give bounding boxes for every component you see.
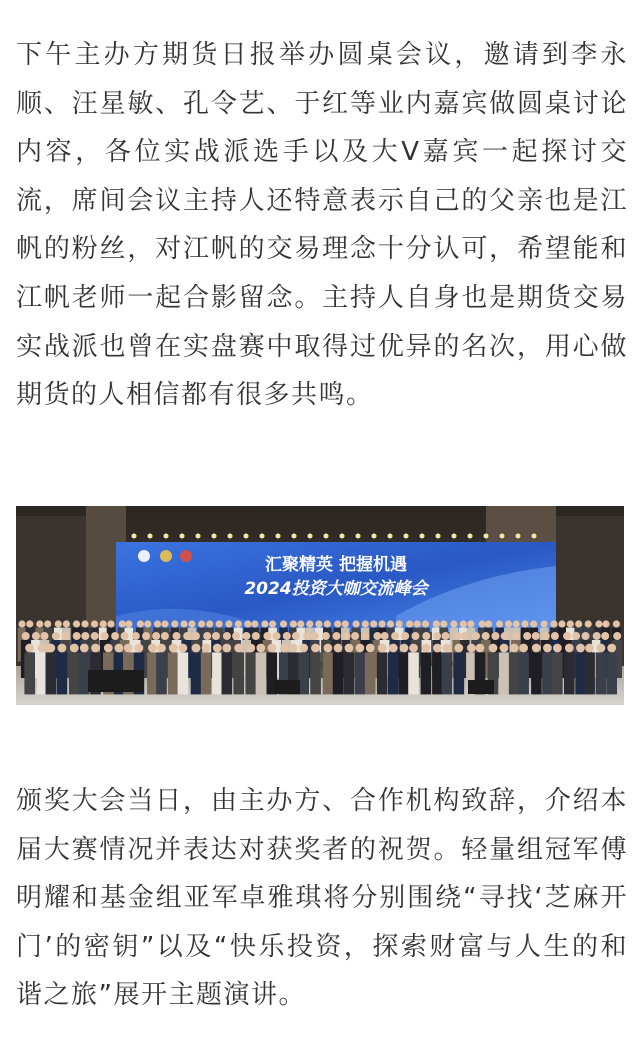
attendee-head: [442, 632, 450, 640]
attendee-head: [192, 632, 200, 640]
attendee-figure: [46, 652, 57, 694]
attendee-head: [55, 620, 62, 627]
attendee-head: [91, 620, 98, 627]
attendee-head: [489, 644, 498, 653]
attendee-figure: [399, 652, 410, 694]
attendee-head: [356, 644, 365, 653]
attendee-head: [202, 644, 211, 653]
attendee-head: [70, 644, 79, 653]
attendee-head: [582, 632, 590, 640]
attendee-head: [73, 632, 81, 640]
attendee-head: [81, 632, 89, 640]
attendee-head: [41, 632, 49, 640]
attendee-head: [173, 632, 181, 640]
attendee-figure: [323, 652, 334, 694]
attendee-head: [297, 620, 304, 627]
attendee-head: [541, 620, 548, 627]
attendee-head: [280, 644, 289, 653]
attendee-figure: [310, 652, 321, 694]
attendee-head: [613, 620, 620, 627]
attendee-figure: [57, 652, 68, 694]
attendee-head: [521, 620, 528, 627]
attendee-head: [144, 620, 151, 627]
attendee-head: [378, 644, 387, 653]
attendee-head: [593, 632, 601, 640]
attendee-head: [513, 620, 520, 627]
attendee-head: [252, 632, 260, 640]
attendee-head: [442, 644, 451, 653]
attendee-head: [542, 632, 550, 640]
attendee-head: [501, 632, 509, 640]
attendee-head: [36, 620, 43, 627]
attendee-head: [46, 644, 55, 653]
attendee-head: [572, 632, 580, 640]
attendee-figure: [542, 652, 553, 694]
attendee-head: [273, 632, 281, 640]
attendee-head: [551, 632, 559, 640]
attendee-head: [135, 644, 144, 653]
attendee-figure: [377, 652, 388, 694]
attendee-head: [242, 632, 250, 640]
attendee-head: [433, 632, 441, 640]
attendee-head: [25, 644, 34, 653]
attendee-head: [523, 632, 531, 640]
attendee-head: [213, 644, 222, 653]
attendee-head: [454, 644, 463, 653]
attendee-head: [269, 620, 276, 627]
attendee-head: [192, 644, 201, 653]
attendee-figure: [333, 652, 344, 694]
attendee-head: [119, 620, 126, 627]
attendee-head: [183, 632, 191, 640]
attendee-figure: [499, 652, 510, 694]
attendee-figure: [212, 652, 223, 694]
attendee-head: [361, 632, 369, 640]
attendee-head: [280, 620, 287, 627]
attendee-head: [607, 644, 616, 653]
attendee-figure: [421, 652, 432, 694]
attendee-head: [267, 644, 276, 653]
stage-monitor-left: [88, 670, 144, 692]
attendee-head: [101, 632, 109, 640]
attendee-head: [324, 644, 333, 653]
attendee-figure: [518, 652, 529, 694]
attendee-head: [422, 644, 431, 653]
attendee-head: [492, 632, 500, 640]
attendee-head: [334, 620, 341, 627]
attendee-head: [80, 644, 89, 653]
attendee-head: [52, 632, 60, 640]
attendee-head: [460, 620, 467, 627]
anniversary-logo-icon: [160, 550, 172, 562]
attendee-head: [44, 620, 51, 627]
attendee-head: [246, 644, 255, 653]
attendee-head: [482, 632, 490, 640]
attendee-head: [553, 644, 562, 653]
attendee-head: [107, 620, 114, 627]
attendee-head: [261, 620, 268, 627]
attendee-figure: [69, 652, 80, 694]
attendee-head: [563, 632, 571, 640]
attendee-head: [234, 644, 243, 653]
attendee-head: [387, 620, 394, 627]
attendee-head: [22, 632, 30, 640]
attendee-head: [585, 620, 592, 627]
attendee-head: [400, 644, 409, 653]
attendee-head: [505, 620, 512, 627]
attendee-head: [333, 632, 341, 640]
attendee-head: [530, 620, 537, 627]
attendee-head: [381, 632, 389, 640]
attendee-figure: [365, 652, 376, 694]
attendee-head: [550, 620, 557, 627]
attendee-head: [315, 620, 322, 627]
attendee-head: [467, 620, 474, 627]
attendee-head: [343, 632, 351, 640]
attendee-head: [476, 644, 485, 653]
attendee-head: [142, 632, 150, 640]
attendee-head: [396, 620, 403, 627]
attendee-head: [58, 644, 67, 653]
attendee-head: [223, 632, 231, 640]
attendee-figure: [355, 652, 366, 694]
attendee-head: [100, 620, 107, 627]
attendee-head: [206, 620, 213, 627]
attendee-head: [81, 620, 88, 627]
stage-monitor-center: [274, 680, 300, 694]
attendee-figure: [147, 652, 158, 694]
article-paragraph-2: 颁奖大会当日，由主办方、合作机构致辞，介绍本届大赛情况并表达对获奖者的祝贺。轻量组冠军傅明耀和基金组亚军卓雅琪将分别围绕“寻找‘芝麻开门’的密钥”以及“快乐投资，探索财富与人生的和谐之旅”展开主题演讲。: [16, 786, 628, 1011]
attendee-head: [256, 644, 265, 653]
attendee-figure: [201, 652, 212, 694]
attendee-head: [532, 644, 541, 653]
attendee-head: [132, 632, 140, 640]
attendee-figure: [178, 652, 189, 694]
attendee-head: [73, 620, 80, 627]
attendee-head: [433, 620, 440, 627]
attendee-head: [519, 644, 528, 653]
attendee-figure: [564, 652, 575, 694]
attendee-head: [161, 620, 168, 627]
attendee-figure: [388, 652, 399, 694]
attendee-head: [576, 644, 585, 653]
attendee-head: [235, 620, 242, 627]
attendee-figure: [454, 652, 465, 694]
attendee-head: [406, 620, 413, 627]
attendee-figure: [509, 652, 520, 694]
attendee-head: [232, 632, 240, 640]
attendee-head: [62, 632, 70, 640]
attendee-head: [543, 644, 552, 653]
attendee-head: [212, 632, 220, 640]
attendee-head: [38, 644, 47, 653]
attendee-head: [467, 644, 476, 653]
attendee-head: [292, 632, 300, 640]
attendee-head: [362, 620, 369, 627]
attendee-head: [179, 644, 188, 653]
attendee-head: [322, 632, 330, 640]
attendee-head: [558, 620, 565, 627]
attendee-head: [198, 620, 205, 627]
attendee-head: [479, 620, 486, 627]
attendee-head: [512, 632, 520, 640]
attendee-head: [595, 620, 602, 627]
attendee-head: [411, 632, 419, 640]
attendee-head: [225, 620, 232, 627]
attendee-figure: [256, 652, 267, 694]
attendee-head: [453, 632, 461, 640]
attendee-head: [125, 620, 132, 627]
attendee-figure: [222, 652, 233, 694]
group-photo: [16, 506, 624, 705]
attendee-figure: [246, 652, 257, 694]
attendee-figure: [531, 652, 542, 694]
attendee-figure: [584, 652, 595, 694]
attendee-head: [496, 620, 503, 627]
attendee-head: [111, 632, 119, 640]
attendee-head: [161, 632, 169, 640]
attendee-head: [485, 620, 492, 627]
attendee-head: [171, 620, 178, 627]
attendee-head: [306, 620, 313, 627]
attendee-head: [157, 644, 166, 653]
attendee-head: [440, 620, 447, 627]
attendee-head: [391, 632, 399, 640]
attendee-head: [353, 620, 360, 627]
attendee-figure: [432, 652, 443, 694]
attendee-figure: [596, 652, 607, 694]
attendee-head: [283, 632, 291, 640]
attendee-figure: [408, 652, 419, 694]
attendee-head: [450, 620, 457, 627]
attendee-figure: [344, 652, 355, 694]
attendee-head: [461, 632, 469, 640]
attendee-figure: [552, 652, 563, 694]
attendee-head: [565, 644, 574, 653]
attendee-head: [324, 620, 331, 627]
attendee-head: [311, 632, 319, 640]
attendee-head: [311, 644, 320, 653]
attendee-head: [115, 644, 124, 653]
attendee-head: [303, 632, 311, 640]
attendee-figure: [168, 652, 179, 694]
attendee-head: [299, 644, 308, 653]
attendee-head: [409, 644, 418, 653]
attendee-figure: [24, 652, 35, 694]
attendee-head: [216, 620, 223, 627]
attendee-figure: [442, 652, 453, 694]
attendee-head: [433, 644, 442, 653]
attendee-head: [345, 644, 354, 653]
attendee-head: [597, 644, 606, 653]
attendee-head: [334, 644, 343, 653]
attendee-figure: [233, 652, 244, 694]
attendee-head: [121, 632, 129, 640]
attendee-head: [389, 644, 398, 653]
stage-monitor-right: [468, 680, 494, 694]
attendee-head: [169, 644, 178, 653]
attendee-head: [18, 620, 25, 627]
attendee-head: [290, 620, 297, 627]
attendee-head: [32, 632, 40, 640]
attendee-head: [613, 632, 621, 640]
attendee-figure: [606, 652, 617, 694]
attendee-head: [532, 632, 540, 640]
attendee-head: [188, 620, 195, 627]
attendee-head: [137, 620, 144, 627]
attendee-head: [414, 620, 421, 627]
attendee-head: [91, 632, 99, 640]
attendee-head: [422, 632, 430, 640]
attendee-head: [510, 644, 519, 653]
attendee-head: [63, 620, 70, 627]
banner-event-title: 2024投资大咖交流峰会: [244, 579, 428, 599]
attendee-head: [601, 632, 609, 640]
attendee-head: [370, 620, 377, 627]
attendee-head: [222, 644, 231, 653]
attendee-head: [585, 644, 594, 653]
attendee-head: [181, 620, 188, 627]
attendee-head: [26, 620, 33, 627]
attendee-head: [289, 644, 298, 653]
attendee-head: [203, 632, 211, 640]
attendee-head: [251, 620, 258, 627]
attendee-head: [244, 620, 251, 627]
banner-slogan: 汇聚精英 把握机遇: [265, 555, 407, 575]
attendee-head: [351, 632, 359, 640]
attendee-head: [342, 620, 349, 627]
attendee-head: [366, 644, 375, 653]
attendee-head: [401, 632, 409, 640]
attendee-head: [422, 620, 429, 627]
attendee-head: [263, 632, 271, 640]
attendee-head: [148, 644, 157, 653]
attendee-head: [154, 620, 161, 627]
attendee-head: [472, 632, 480, 640]
article-paragraph-1: 下午主办方期货日报举办圆桌会议，邀请到李永顺、汪星敏、孔令艺、于红等业内嘉宾做圆桌讨论内容，各位实战派选手以及大V嘉宾一起探讨交流，席间会议主持人还特意表示自己的父亲也是江帆的粉丝，对江帆的交易理念十分认可，希望能和江帆老师一起合影留念。主持人自身也是期货交易实战派也曾在实盘赛中取得过优异的名次，用心做期货的人相信都有很多共鸣。: [16, 40, 628, 411]
attendee-head: [91, 644, 100, 653]
attendee-head: [379, 620, 386, 627]
attendee-head: [567, 620, 574, 627]
attendee-head: [104, 644, 113, 653]
sponsor-logo-icon: [138, 550, 150, 562]
attendee-head: [373, 632, 381, 640]
partner-logo-icon: [180, 550, 192, 562]
attendee-head: [152, 632, 160, 640]
attendee-head: [575, 620, 582, 627]
attendee-head: [124, 644, 133, 653]
attendee-figure: [156, 652, 167, 694]
attendee-head: [602, 620, 609, 627]
attendee-figure: [191, 652, 202, 694]
attendee-head: [500, 644, 509, 653]
